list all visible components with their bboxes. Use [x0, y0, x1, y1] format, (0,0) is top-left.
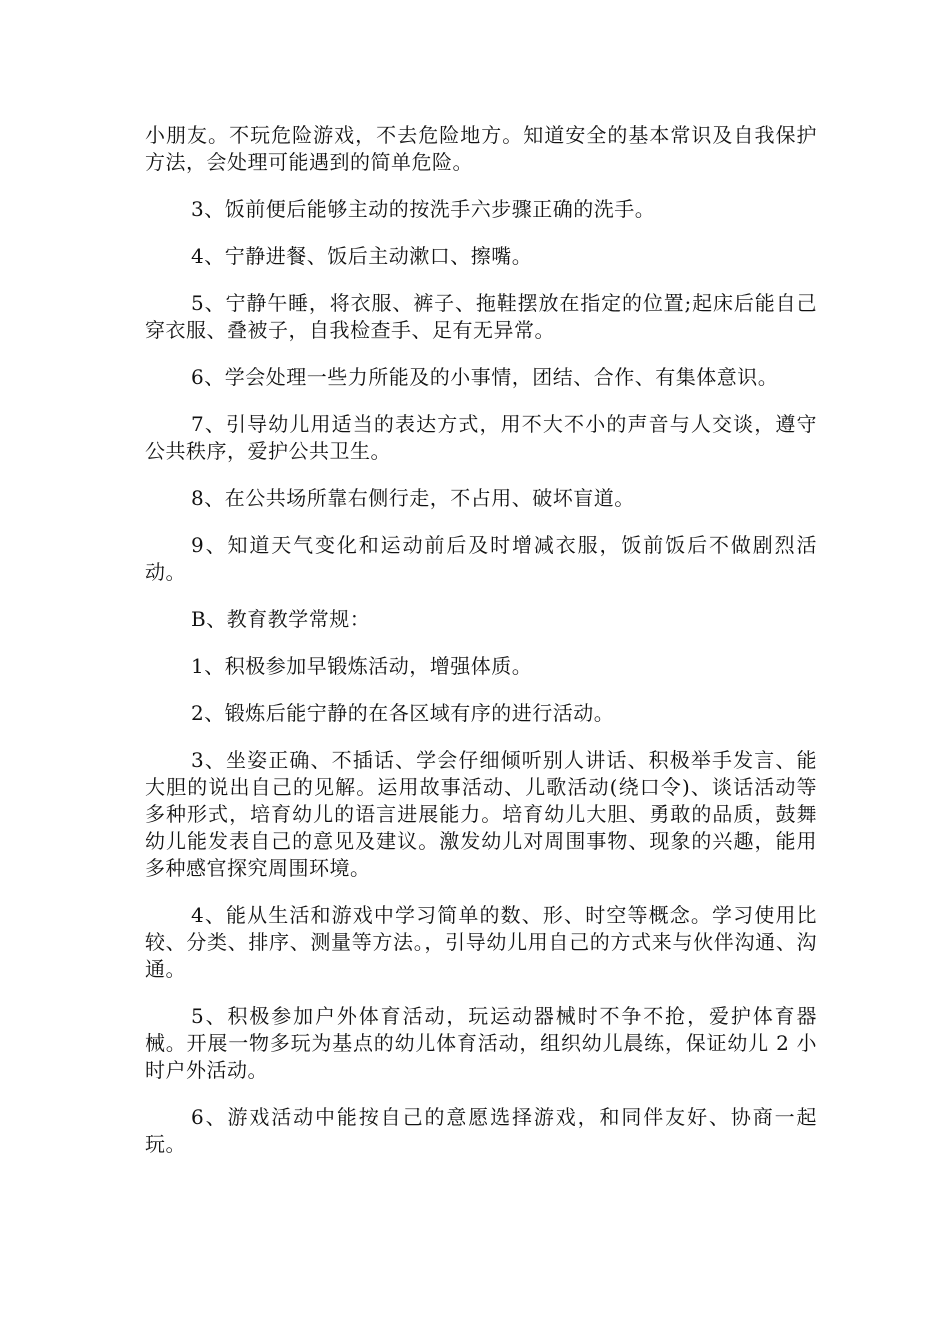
- paragraph-item-5-nap: 5、宁静午睡，将衣服、裤子、拖鞋摆放在指定的位置;起床后能自己穿衣服、叠被子，自我检查手、足有无异常。: [145, 291, 817, 342]
- paragraph-b-item-3-language: 3、坐姿正确、不插话、学会仔细倾听别人讲话、积极举手发言、能大胆的说出自己的见解。运用故事活动、儿歌活动(绕口令)、谈话活动等多种形式，培育幼儿的语言进展能力。培育幼儿大胆、勇敢的品质，鼓舞幼儿能发表自己的意见及建议。激发幼儿对周围事物、现象的兴趣，能用多种感官探究周围环境。: [145, 748, 817, 880]
- paragraph-item-3-handwashing: 3、饭前便后能够主动的按洗手六步骤正确的洗手。: [191, 197, 656, 221]
- paragraph-b-item-4-math: 4、能从生活和游戏中学习简单的数、形、时空等概念。学习使用比较、分类、排序、测量等方法。，引导幼儿用自己的方式来与伙伴沟通、沟通。: [145, 903, 817, 981]
- section-heading-b: B、教育教学常规：: [191, 607, 371, 631]
- paragraph-b-item-1-exercise: 1、积极参加早锻炼活动，增强体质。: [191, 654, 533, 678]
- paragraph-item-9-weather: 9、知道天气变化和运动前后及时增减衣服，饭前饭后不做剧烈活动。: [145, 533, 817, 584]
- paragraph-b-item-6-games: 6、游戏活动中能按自己的意愿选择游戏，和同伴友好、协商一起玩。: [145, 1105, 817, 1156]
- paragraph-item-4-meals: 4、宁静进餐、饭后主动漱口、擦嘴。: [191, 244, 533, 268]
- paragraph-item-6-small-tasks: 6、学会处理一些力所能及的小事情，团结、合作、有集体意识。: [191, 365, 779, 389]
- paragraph-item-8-public-places: 8、在公共场所靠右侧行走，不占用、破坏盲道。: [191, 486, 635, 510]
- document-body: [145, 122, 817, 1178]
- paragraph-safety-continuation: 小朋友。不玩危险游戏，不去危险地方。知道安全的基本常识及自我保护方法，会处理可能遇到的简单危险。: [145, 123, 817, 174]
- paragraph-b-item-2-areas: 2、锻炼后能宁静的在各区域有序的进行活动。: [191, 701, 615, 725]
- paragraph-item-7-expression: 7、引导幼儿用适当的表达方式，用不大不小的声音与人交谈，遵守公共秩序，爱护公共卫生。: [145, 412, 817, 463]
- paragraph-b-item-5-outdoor: 5、积极参加户外体育活动，玩运动器械时不争不抢，爱护体育器械。开展一物多玩为基点的幼儿体育活动，组织幼儿晨练，保证幼儿 2 小时户外活动。: [145, 1004, 817, 1082]
